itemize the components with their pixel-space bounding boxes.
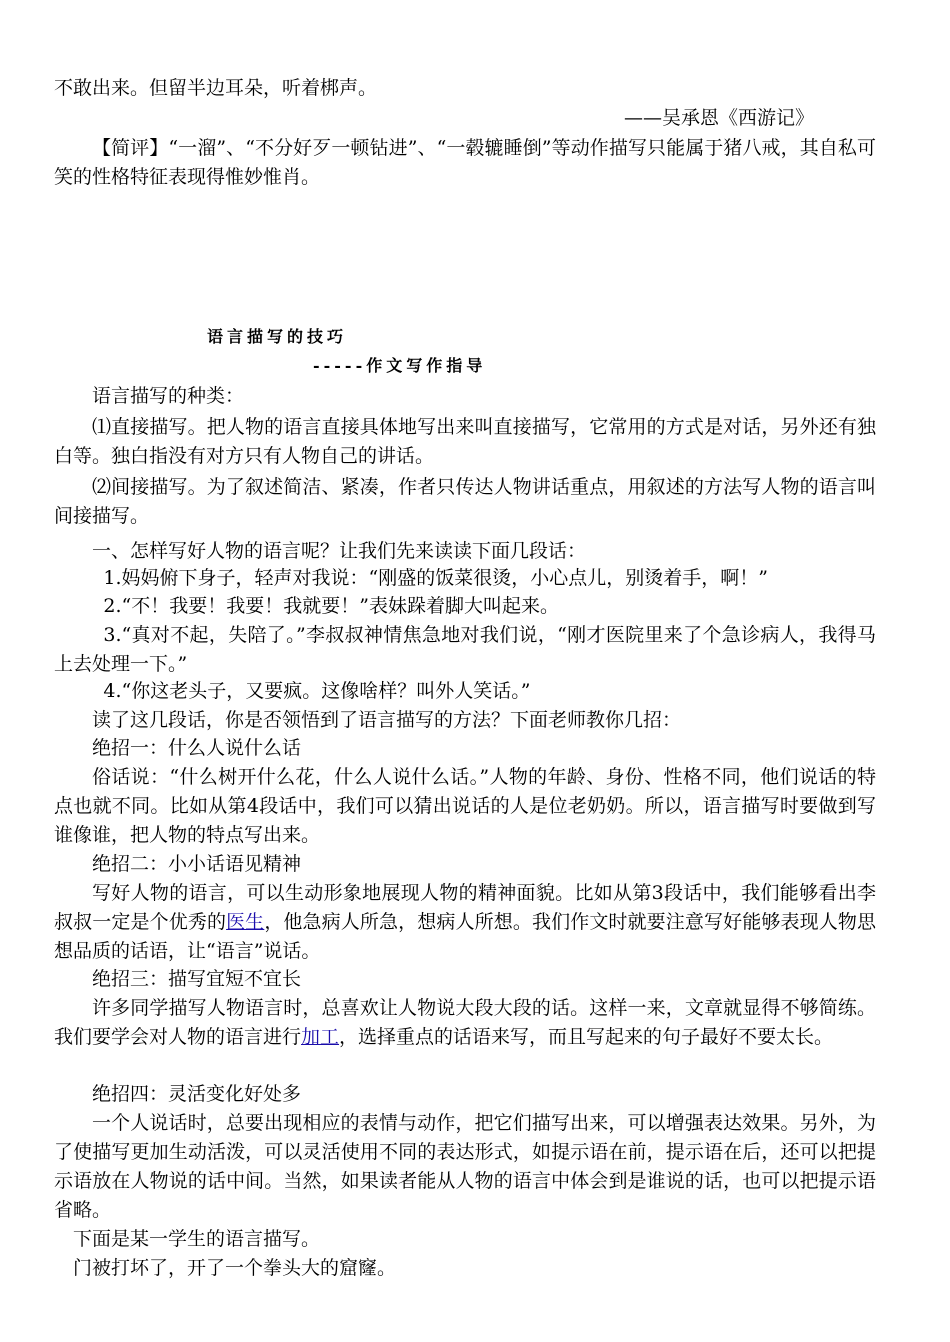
tip2-text-before: 写好人物的语言，可以生动形象地展现人物的精神面貌。比如从第3段话中，我们能够看出李叔叔一定是个优秀的 bbox=[54, 882, 876, 933]
attribution: ——吴承恩《西游记》 bbox=[623, 107, 814, 129]
comment-paragraph: 【简评】“一溜”、“不分好歹一顿钻进”、“一毂辘睡倒”等动作描写只能属于猪八戒，其自私可笑的性格特征表现得惟妙惟肖。 bbox=[54, 137, 876, 188]
direct-description: ⑴直接描写。把人物的语言直接具体地写出来叫直接描写，它常用的方式是对话，另外还有独白等。独白指没有对方只有人物自己的讲话。 bbox=[54, 416, 876, 467]
example-3: 3.“真对不起，失陪了。”李叔叔神情焦急地对我们说，“刚才医院里来了个急诊病人，我得马上去处理一下。” bbox=[54, 624, 876, 675]
tip4-text: 一个人说话时，总要出现相应的表情与动作，把它们描写出来，可以增强表达效果。另外，为了使描写更加生动活泼，可以灵活使用不同的表达形式，如提示语在前，提示语在后，还可以把提示语放在人物说的话中间。当然，如果读者能从人物的语言中体会到是谁说的话，也可以把提示语省略。 bbox=[54, 1112, 876, 1221]
indirect-description: ⑵间接描写。为了叙述简洁、紧凑，作者只传达人物讲话重点，用叙述的方法写人物的语言叫间接描写。 bbox=[54, 476, 876, 527]
tip4-title: 绝招四：灵活变化好处多 bbox=[92, 1083, 302, 1105]
article-title: 语言描写的技巧 bbox=[207, 327, 348, 346]
tip1-text: 俗话说：“什么树开什么花，什么人说什么话。”人物的年龄、身份、性格不同，他们说话的特点也就不同。比如从第4段话中，我们可以猜出说话的人是位老奶奶。所以，语言描写时要做到写谁像谁，把人物的特点写出来。 bbox=[54, 766, 876, 846]
tip1-title: 绝招一：什么人说什么话 bbox=[92, 737, 302, 759]
tip2-text bbox=[54, 879, 876, 966]
processing-link[interactable]: 加工 bbox=[301, 1026, 340, 1048]
tip3-text-after: ，选择重点的话语来写，而且写起来的句子最好不要太长。 bbox=[339, 1026, 834, 1048]
tip3-title: 绝招三：描写宜短不宜长 bbox=[92, 968, 302, 990]
top-line: 不敢出来。但留半边耳朵，听着梆声。 bbox=[54, 77, 378, 99]
types-label: 语言描写的种类： bbox=[92, 385, 245, 407]
tip2-title: 绝招二：小小话语见精神 bbox=[92, 853, 302, 875]
example-2: 2.“不！我要！我要！我就要！”表妹跺着脚大叫起来。 bbox=[103, 595, 559, 617]
tip3-text bbox=[54, 994, 876, 1052]
article-subtitle: -----作文写作指导 bbox=[313, 356, 487, 375]
tip2-text-after: ，他急病人所急，想病人所想。我们作文时就要注意写好能够表现人物思想品质的话语，让“语言”说话。 bbox=[54, 911, 876, 962]
example-1: 1.妈妈俯下身子，轻声对我说：“刚盛的饭菜很烫，小心点儿，别烫着手，啊！” bbox=[103, 567, 768, 589]
student-intro: 下面是某一学生的语言描写。 bbox=[73, 1228, 321, 1250]
example-4: 4.“你这老头子，又要疯。这像啥样？叫外人笑话。” bbox=[103, 680, 531, 702]
question-paragraph: 读了这几段话，你是否领悟到了语言描写的方法？下面老师教你几招： bbox=[92, 709, 682, 731]
doctor-link[interactable]: 医生 bbox=[226, 911, 265, 933]
tip3-text-before: 许多同学描写人物语言时，总喜欢让人物说大段大段的话。这样一来，文章就显得不够简练。我们要学会对人物的语言进行 bbox=[54, 997, 876, 1048]
section-intro: 一、怎样写好人物的语言呢？让我们先来读读下面几段话： bbox=[92, 540, 587, 562]
student-line-1: 门被打坏了，开了一个拳头大的窟窿。 bbox=[73, 1257, 397, 1279]
